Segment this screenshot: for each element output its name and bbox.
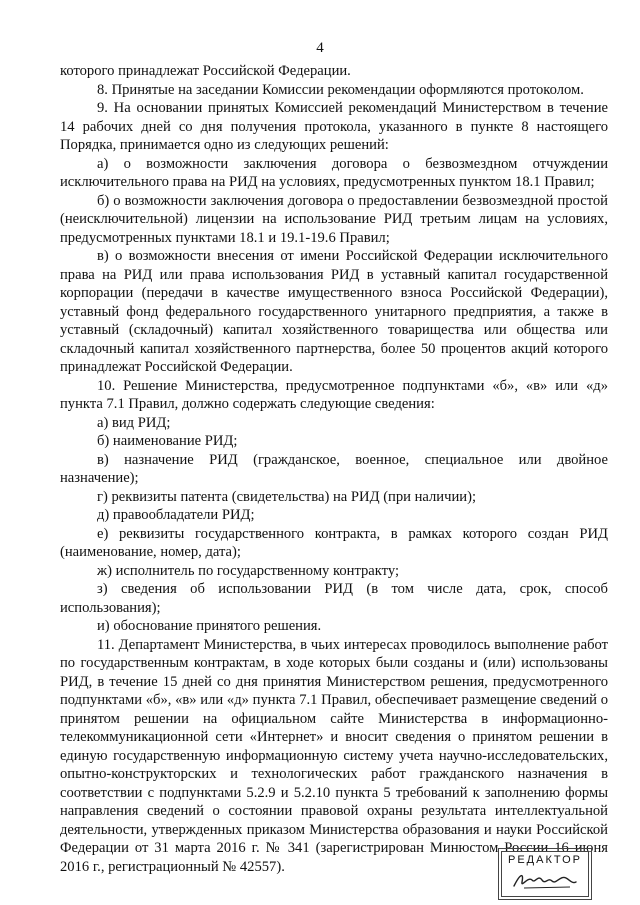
paragraph: 11. Департамент Министерства, в чьих интересах проводилось выполнение работ по государственным контрактам, в ходе которых были созданы и (или) использованы РИД, в течение 15 дней со дня принятия Министерством решения, предусмотренного подпунктами «б», «в» или «д» пункта 7.1 Правил, обеспечивает размещение сведений о принятом решении на официальном сайте Министерства в информационно-телекоммуникационной сети «Интернет» и вносит сведения о принятом решении в единую государственную информационную систему учета научно-исследовательских, опытно-конструкторских и технологических работ гражданского назначения в соответствии с подпунктами 5.2.9 и 5.2.10 пункта 5 требований к заполнению формы направления сведений о состоянии правовой охраны результата интеллектуальной деятельности, утвержденных приказом Министерства образования и науки Российской Федерации от 31 марта 2016 г. № 341 (зарегистрирован Минюстом России 16 июня 2016 г., регистрационный № 42557). [60, 636, 608, 875]
editor-stamp-frame [501, 851, 589, 897]
paragraph: г) реквизиты патента (свидетельства) на РИД (при наличии); [97, 488, 476, 505]
paragraph: ж) исполнитель по государственному контракту; [97, 562, 400, 579]
paragraph: в) назначение РИД (гражданское, военное, специальное или двойное назначение); [60, 451, 608, 486]
paragraph: з) сведения об использовании РИД (в том числе дата, срок, способ использования); [60, 581, 608, 616]
paragraph: б) наименование РИД; [97, 433, 238, 449]
editor-stamp-label: РЕДАКТОР [508, 854, 582, 866]
editor-stamp [498, 848, 592, 900]
page-number: 4 [316, 40, 324, 56]
paragraph: и) обоснование принятого решения. [97, 618, 322, 634]
paragraph: 9. На основании принятых Комиссией рекомендаций Министерством в течение 14 рабочих дней со дня получения протокола, указанного в пункте 8 настоящего Порядка, принимается одно из следующих решений: [60, 100, 608, 153]
paragraph: б) о возможности заключения договора о предоставлении безвозмездной простой (неисключительной) лицензии на использование РИД третьим лицам на условиях, предусмотренных пунктами 18.1 и 19.1-19.6 Правил; [60, 192, 608, 246]
document-body [60, 62, 608, 876]
paragraph: а) вид РИД; [97, 414, 171, 431]
paragraph: 10. Решение Министерства, предусмотренное подпунктами «б», «в» или «д» пункта 7.1 Правил, должно содержать следующие сведения: [60, 377, 608, 412]
paragraph: которого принадлежат Российской Федерации. [60, 63, 351, 79]
paragraph: 8. Принятые на заседании Комиссии рекомендации оформляются протоколом. [97, 81, 584, 98]
paragraph: д) правообладатели РИД; [97, 507, 255, 523]
paragraph: в) о возможности внесения от имени Российской Федерации исключительного права на РИД или права использования РИД в уставный капитал государственной корпорации (передачи в качестве имущественного взноса Российской Федерации), уставный фонд федерального государственного унитарного предприятия, а также в уставный (складочный) капитал хозяйственного товарищества или общества или складочный капитал хозяйственного партнерства, более 50 процентов акций которого принадлежат Российской Федерации. [60, 248, 608, 375]
paragraph: е) реквизиты государственного контракта, в рамках которого создан РИД (наименование, номер, дата); [60, 525, 608, 560]
signature-icon [510, 868, 580, 892]
paragraph: а) о возможности заключения договора о безвозмездном отчуждении исключительного права на РИД на условиях, предусмотренных пунктом 18.1 Правил; [60, 155, 608, 190]
